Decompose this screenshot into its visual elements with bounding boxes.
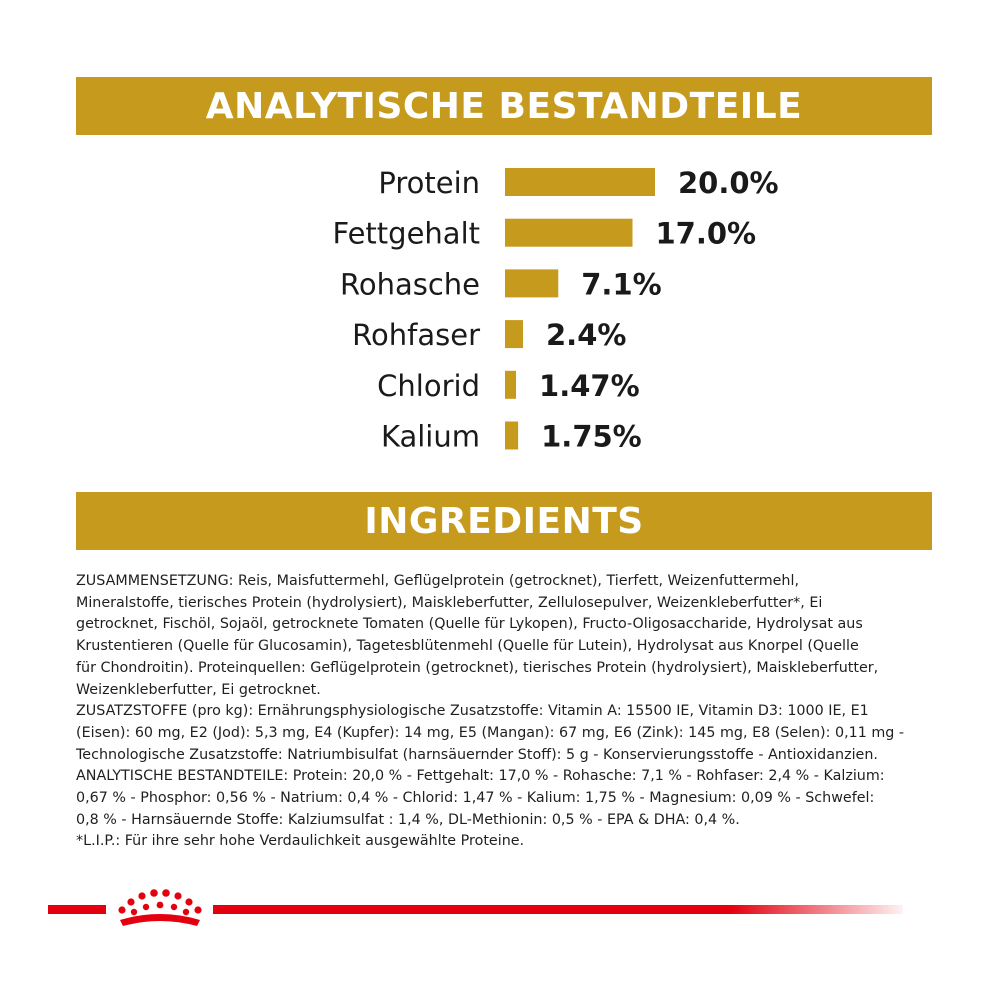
category-label: Kalium [380,419,480,454]
bar [505,320,523,348]
bar [505,371,516,399]
value-label: 17.0% [655,216,757,251]
value-label: 20.0% [678,166,779,200]
category-label: Protein [378,166,480,200]
value-label: 1.75% [541,419,642,454]
section-title-ingredients: INGREDIENTS [364,500,644,542]
header-banner-ingredients [76,492,932,550]
bar [505,269,558,297]
category-label: Rohfaser [352,318,480,353]
brand-footer [0,880,1000,940]
value-label: 1.47% [539,368,640,403]
bar [505,168,655,196]
ingredients-text: ZUSAMMENSETZUNG: Reis, Maisfuttermehl, Geflügelprotein (getrocknet), Tierfett, Weizenfuttermehl, Mineralstoffe, tierisches Protein (hydrolysiert), Maiskleberfutter, Zellulosepulver, Weizenkleberfutter*, Ei getrocknet, Fischöl, Sojaöl, getrocknete Tomaten (Quelle für Lykopen), Fructo-Oligosaccharide, Hydrolysat aus Krustentieren (Quelle für Glucosamin), Tagetesblütenmehl (Quelle für Lutein), Hydrolysat aus Knorpel (Quelle für Chondroitin). Proteinquellen: Geflügelprotein (getrocknet), tierisches Protein (hydrolysiert), Maiskleberfutter, Weizenkleberfutter, Ei getrocknet. ZUSATZSTOFFE (pro kg): Ernährungsphysiologische Zusatzstoffe: Vitamin A: 15500 IE, Vitamin D3: 1000 IE, E1 (Eisen): 60 mg, E2 (Jod): 5,3 mg, E4 (Kupfer): 14 mg, E5 (Mangan): 67 mg, E6 (Zink): 145 mg, E8 (Selen): 0,11 mg - Technologische Zusatzstoffe: Natriumbisulfat (harnsäuernder Stoff): 5 g - Konservierungsstoffe - Antioxidanzien. ANALYTISCHE BESTANDTEILE: Protein: 20,0 % - Fettgehalt: 17,0 % - Rohasche: 7,1 % - Rohfaser: 2,4 % - Kalzium: 0,67 % - Phosphor: 0,56 % - Natrium: 0,4 % - Chlorid: 1,47 % - Kalium: 1,75 % - Magnesium: 0,09 % - Schwefel: 0,8 % - Harnsäuernde Stoffe: Kalziumsulfat : 1,4 %, DL-Methionin: 0,5 % - EPA & DHA: 0,4 %. *L.I.P.: Für ihre sehr hohe Verdaulichkeit ausgewählte Proteine. [76,573,905,850]
crown-icon [118,889,201,926]
value-label: 2.4% [546,318,627,353]
category-label: Rohasche [339,267,480,302]
analytics-bar-chart [0,150,1000,470]
bar [505,422,518,450]
footer-stripe-right [213,905,903,914]
footer-stripe-left [48,905,106,914]
category-label: Fettgehalt [332,216,480,251]
section-title-analytics: ANALYTISCHE BESTANDTEILE [205,85,803,127]
category-label: Chlorid [377,368,480,403]
bar [505,219,633,247]
header-banner-analytics [76,77,932,135]
value-label: 7.1% [581,267,662,302]
